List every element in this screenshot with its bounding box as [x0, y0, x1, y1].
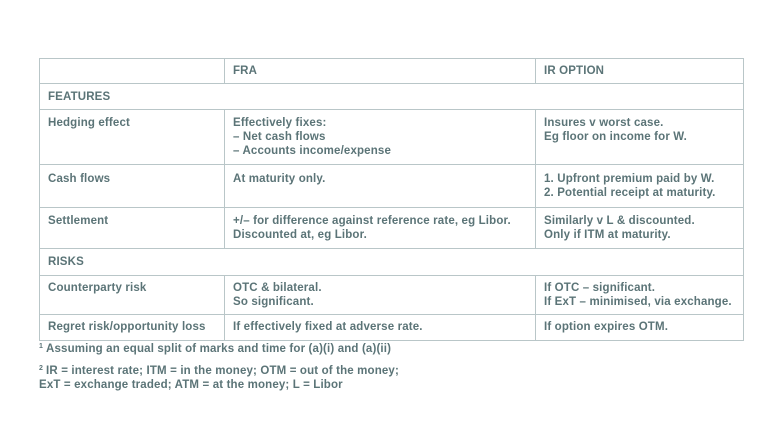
row-label-counterparty: Counterparty risk: [40, 276, 225, 315]
option-cell-regret: [536, 315, 744, 341]
section-row-features: [40, 84, 744, 110]
option-cell-counterparty: [536, 276, 744, 315]
footnote-2-marker: 2: [39, 365, 44, 372]
cell-line: Discounted at, eg Libor.: [233, 229, 367, 241]
table-row-hedging: [40, 110, 744, 165]
row-label-hedging: Hedging effect: [40, 110, 225, 165]
footnote-1-marker: 1: [39, 343, 44, 350]
cell-line: 1. Upfront premium paid by W.: [544, 173, 715, 185]
header-ir-option: IR OPTION: [536, 59, 744, 84]
cell-line: Only if ITM at maturity.: [544, 229, 671, 241]
cell-line: Effectively fixes:: [233, 117, 327, 129]
row-label-settlement: Settlement: [40, 208, 225, 249]
cell-line: – Net cash flows: [233, 131, 326, 143]
fra-cell-regret: [225, 315, 536, 341]
footnote-1: [39, 340, 399, 356]
cell-line: Eg floor on income for W.: [544, 131, 688, 143]
cell-line: +/– for difference against reference rate, eg Libor.: [233, 215, 511, 227]
table-row-regret: [40, 315, 744, 341]
cell-line: OTC & bilateral.: [233, 282, 322, 294]
fra-cell-hedging: [225, 110, 536, 165]
option-cell-settlement: [536, 208, 744, 249]
header-fra: FRA: [225, 59, 536, 84]
option-cell-hedging: [536, 110, 744, 165]
section-features-label: FEATURES: [40, 84, 744, 110]
cell-line: Similarly v L & discounted.: [544, 215, 695, 227]
header-blank-cell: [40, 59, 225, 84]
cell-line: At maturity only.: [233, 173, 326, 185]
cell-line: So significant.: [233, 296, 314, 308]
cell-line: Insures v worst case.: [544, 117, 664, 129]
table-row-cash-flows: [40, 165, 744, 208]
section-row-risks: [40, 249, 744, 276]
footnote-2-line-1: IR = interest rate; ITM = in the money; OTM = out of the money;: [46, 365, 399, 377]
footnotes: [39, 340, 399, 392]
table-row-settlement: [40, 208, 744, 249]
cell-line: If effectively fixed at adverse rate.: [233, 321, 423, 333]
row-label-cash-flows: Cash flows: [40, 165, 225, 208]
section-risks-label: RISKS: [40, 249, 744, 276]
footnote-2-continued: [39, 378, 399, 392]
fra-cell-counterparty: [225, 276, 536, 315]
header-row: [40, 59, 744, 84]
fra-cell-settlement: [225, 208, 536, 249]
cell-line: If OTC – significant.: [544, 282, 656, 294]
cell-line: If option expires OTM.: [544, 321, 669, 333]
comparison-table: [39, 58, 744, 341]
footnote-2-line-2: ExT = exchange traded; ATM = at the money; L = Libor: [39, 379, 343, 391]
option-cell-cash-flows: [536, 165, 744, 208]
cell-line: 2. Potential receipt at maturity.: [544, 187, 716, 199]
table-row-counterparty: [40, 276, 744, 315]
cell-line: If ExT – minimised, via exchange.: [544, 296, 732, 308]
cell-line: – Accounts income/expense: [233, 145, 391, 157]
fra-cell-cash-flows: [225, 165, 536, 208]
row-label-regret: Regret risk/opportunity loss: [40, 315, 225, 341]
footnote-1-text: Assuming an equal split of marks and time for (a)(i) and (a)(ii): [46, 343, 392, 355]
footnote-2: [39, 362, 399, 378]
